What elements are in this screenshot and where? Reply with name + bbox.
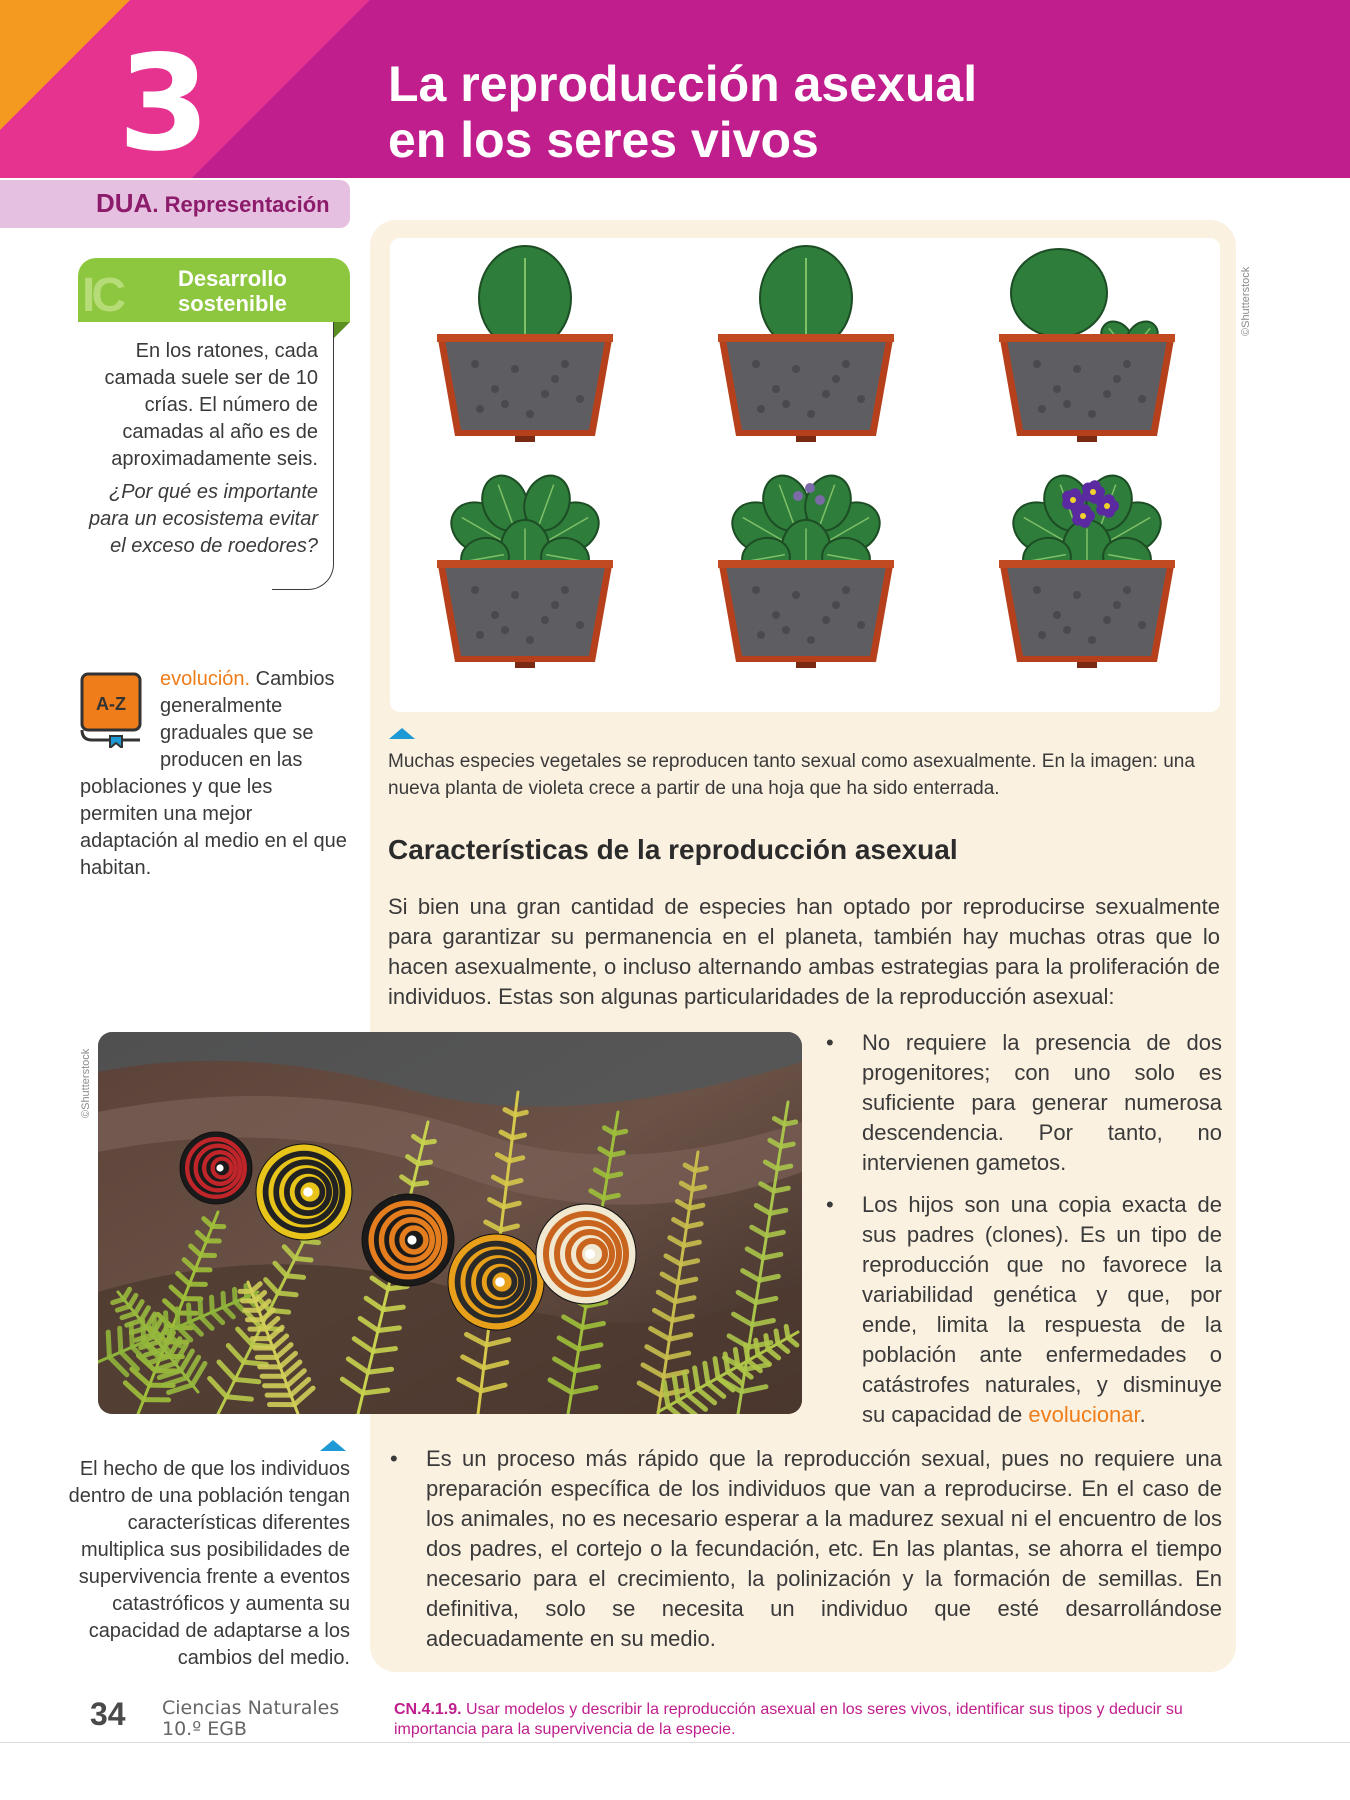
snail-2 [256, 1144, 352, 1240]
flower-pot-1 [437, 334, 613, 442]
chapter-number: 3 [118, 27, 210, 178]
book-subject: Ciencias Naturales [162, 1697, 340, 1719]
dictionary-book-icon [80, 672, 144, 748]
bullet-item-2 [826, 1190, 1222, 1430]
sostenible-body [78, 338, 318, 560]
snail-caption: El hecho de que los individuos dentro de una población tengan características diferentes multiplica sus posibilidades de supervivencia frente a eventos catastróficos y aumenta su capacidad de adaptarse a los cambios del medio. [68, 1458, 350, 1669]
bullet-text-3: Es un proceso más rápido que la reproducción sexual, pues no requiere una preparación específica de los individuos que van a reproducirse. En el caso de los animales, no es necesario esperar a la madurez sexual ni el encuentro de los dos padres, el cortejo o la fecundación, etc. En las plantas, se ahorra el tiempo necesario para el crecimiento, la polinización y la formación de semillas. En definitiva, solo se necesita un individuo que esté desarrollándose adecuadamente en su medio. [426, 1446, 1222, 1651]
dua-rest: . Representación [152, 192, 330, 217]
bullet-text-1: No requiere la presencia de dos progenitores; con uno solo es suficiente para generar numerosa descendencia. Por tanto, no intervienen gametos. [862, 1030, 1222, 1175]
bullet-text-2-end: . [1139, 1402, 1146, 1427]
flower-pot-3 [999, 334, 1175, 442]
plant-caption: Muchas especies vegetales se reproducen tanto sexual como asexualmente. En la imagen: una nueva planta de violeta crece a partir de una hoja que ha sido enterrada. [388, 751, 1195, 799]
curriculum-code: CN.4.1.9. [394, 1701, 462, 1718]
bullet-item-1 [826, 1028, 1222, 1178]
chapter-header [0, 0, 1350, 178]
photo-credit-1: ©Shutterstock [1240, 266, 1252, 336]
header-orange-corner [0, 0, 130, 130]
flower-pot-6 [999, 560, 1175, 668]
bullet-dot-icon: • [826, 1192, 834, 1217]
sostenible-title-line1: Desarrollo [178, 266, 287, 291]
caption-arrow-icon [389, 728, 415, 739]
chapter-title [388, 56, 1288, 168]
glossary-term: evolución. [160, 668, 251, 690]
section-title: Características de la reproducción asexual [388, 834, 958, 865]
sostenible-title [178, 266, 287, 316]
book-grade: 10.º EGB [162, 1718, 247, 1740]
ic-logo-icon: IC [82, 269, 122, 322]
snail-photo [98, 1032, 802, 1414]
bullet-item-3 [390, 1444, 1222, 1654]
asexual-features-list [826, 1028, 1222, 1442]
curriculum-standard [394, 1700, 1220, 1740]
snail-3 [362, 1194, 454, 1286]
snail-5 [536, 1204, 636, 1304]
chapter-title-line1: La reproducción asexual [388, 56, 978, 112]
sostenible-fold-icon [334, 322, 350, 338]
bullet-text-2: Los hijos son una copia exacta de sus padres (clones). Es un tipo de reproducción que no favorece la variabilidad genética y que, por ende, limita la respuesta de la población ante enfermedades o catástrofes naturales, y disminuye su capacidad de [862, 1192, 1222, 1427]
snail-1 [180, 1132, 252, 1204]
snail-4 [448, 1234, 544, 1330]
dua-label [0, 180, 350, 228]
footer-rule [0, 1742, 1350, 1743]
violet-propagation-illustration [390, 238, 1220, 712]
chapter-title-line2: en los seres vivos [388, 112, 819, 168]
dua-strong: DUA [96, 188, 153, 218]
page-number: 34 [90, 1696, 126, 1732]
sostenible-header [78, 258, 350, 322]
flower-pot-2 [718, 334, 894, 442]
snail-caption-arrow-icon [320, 1440, 346, 1451]
bullet-highlight-evolucionar: evolucionar [1028, 1402, 1140, 1427]
bullet-dot-icon: • [826, 1030, 834, 1055]
violet-growth-stages-image [390, 238, 1220, 712]
bullet-dot-icon: • [390, 1446, 398, 1471]
sostenible-text: En los ratones, cada camada suele ser de 10 crías. El número de camadas al año es de aproximadamente seis. [104, 340, 318, 470]
glossary-definition: Cambios generalmente graduales que se producen en las poblaciones y que les permiten una mejor adaptación al medio en el que habitan. [80, 668, 347, 879]
sostenible-question: ¿Por qué es importante para un ecosistema evitar el exceso de roedores? [88, 481, 318, 557]
curriculum-text: Usar modelos y describir la reproducción asexual en los seres vivos, identificar sus tipos y deducir su importancia para la supervivencia de la especie. [394, 1701, 1183, 1738]
dictionary-icon-label: A-Z [96, 694, 126, 714]
book-name [162, 1698, 339, 1740]
sostenible-title-line2: sostenible [178, 291, 287, 316]
section-intro: Si bien una gran cantidad de especies han optado por reproducirse sexualmente para garantizar su permanencia en el planeta, también hay muchas otras que lo hacen asexualmente, o incluso alternando ambas estrategias para la proliferación de individuos. Estas son algunas particularidades de la reproducción asexual: [388, 894, 1220, 1009]
snails-on-ferns-image [98, 1032, 802, 1414]
flower-pot-5 [718, 560, 894, 668]
photo-credit-2: ©Shutterstock [80, 1048, 92, 1118]
flower-pot-4 [437, 560, 613, 668]
